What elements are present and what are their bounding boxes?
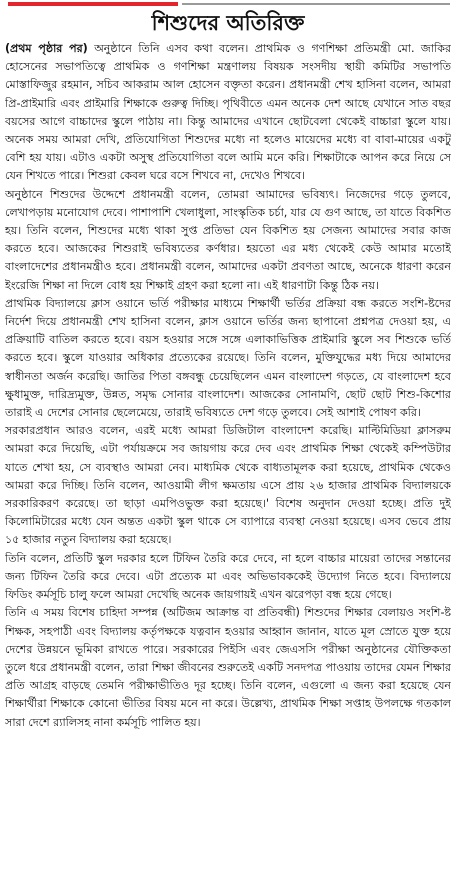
article-paragraph: তিনি এ সময় বিশেষ চাহিদা সম্পন্ন (অটিজম আক্রান্ত বা প্রতিবন্ধী) শিশুদের শিক্ষার বেলায়ও সংশি-ষ্ট শিক্ষক, সহপাঠী এবং বিদ্যালয় কর্তৃপক্ষকে যত্নবান হওয়ার আহ্বান জানান, যাতে মূল স্রোতে যুক্ত হয়ে দেশের উন্নয়নে ভূমিকা রাখতে পারে। সরকারের পিইসি এবং জেএসসি পরীক্ষা অনুষ্ঠানের যৌক্তিকতা তুলে ধরে প্রধানমন্ত্রী বলেন, তারা শিক্ষা জীবনের শুরুতেই একটি সনদপত্র পাওয়ায় তাদের যেমন শিক্ষার প্রতি আগ্রহ বাড়ছে তেমনি পরীক্ষাভীতিও দূর হচ্ছে। তিনি বলেন, এগুলো এ জন্য করা হয়েছে যেন শিক্ষার্থীরা শিক্ষাকে কোনো ভীতির বিষয় মনে না করে। উল্লেখ্য, প্রাথমিক শিক্ষা সপ্তাহ উপলক্ষে গতকাল সারা দেশে র‌্যালিসহ নানা কর্মসূচি পালিত হয়।: [5, 606, 451, 729]
article-paragraph: প্রাথমিক বিদ্যালয়ে ক্লাস ওয়ানে ভর্তি পরীক্ষার মাধ্যমে শিক্ষার্থী ভর্তির প্রক্রিয়া বন্ধ করতে সংশি-ষ্টদের নির্দেশ দিয়ে প্রধানমন্ত্রী শেখ হাসিনা বলেন, ক্লাস ওয়ানে ভর্তির জন্য ছাপানো প্রশ্নপত্র দেওয়া হয়, এ প্রক্রিয়াটি বাতিল করতে হবে। বয়স হওয়ার সঙ্গে সঙ্গে এলাকাভিত্তিক প্রাইমারি স্কুলে সব শিশুকে ভর্তি করতে হবে। স্কুলে যাওয়ার অধিকার প্রত্যেকের রয়েছে। তিনি বলেন, মুক্তিযুদ্ধের মধ্য দিয়ে আমাদের স্বাধীনতা অর্জন করেছি। জাতির পিতা বঙ্গবন্ধু চেয়েছিলেন এমন বাংলাদেশ গড়তে, যে বাংলাদেশ হবে ক্ষুধামুক্ত, দারিদ্র্যমুক্ত, উন্নত, সমৃদ্ধ সোনার বাংলাদেশ। আজকের সোনামণি, ছোট ছোট শিশু-কিশোর তারাই এ দেশের সোনার ছেলেমেয়ে, তারাই ভবিষ্যতে দেশ গড়ে তুলবে। সেই আশাই পোষণ করি।: [5, 296, 451, 420]
article-headline: শিশুদের অতিরিক্ত: [151, 11, 305, 35]
paragraph-text: অনুষ্ঠানে তিনি এসব কথা বলেন। প্রাথমিক ও গণশিক্ষা প্রতিমন্ত্রী মো. জাকির হোসেনের সভাপতিত্বে প্রাথমিক ও গণশিক্ষা মন্ত্রণালয় বিষয়ক সংসদীয় স্থায়ী কমিটির সভাপতি মোস্তাফিজুর রহমান, সচিব আকরাম আল হোসেন বক্তৃতা করেন। প্রধানমন্ত্রী শেখ হাসিনা বলেন, আমরা প্রি-প্রাইমারি এবং প্রাইমারি শিক্ষাকে গুরুত্ব দিচ্ছি। পৃথিবীতে এমন অনেক দেশ আছে যেখানে সাত বছর বয়সের আগে বাচ্চাদের স্কুলে পাঠায় না। কিন্তু আমাদের এখানে ছোটবেলা থেকেই বাচ্চারা স্কুলে যায়। অনেক সময় আমরা দেখি, প্রতিযোগিতা শিশুদের মধ্যে না হলেও মায়েদের মধ্যে বা বাবা-মায়ের একটু বেশি হয় যায়। এটাও একটা অসুস্থ প্রতিযোগিতা বলে আমি মনে করি। শিক্ষাটাকে আপন করে নিয়ে সে যেন শিখতে পারে। শিশুরা কেবল ঘরে বসে শিখবে না, দেখেও শিখবে।: [5, 42, 451, 183]
article-paragraph: অনুষ্ঠানে শিশুদের উদ্দেশে প্রধানমন্ত্রী বলেন, তোমরা আমাদের ভবিষ্যৎ। নিজেদের গড়ে তুলবে, লেখাপড়ায় মনোযোগ দেবে। পাশাপাশি খেলাধুলা, সাংস্কৃতিক চর্চা, যার যে গুণ আছে, তা যাতে বিকশিত হয়। তিনি বলেন, শিশুদের মধ্যে থাকা সুপ্ত প্রতিভা যেন বিকশিত হয় সেজন্য আমাদের সবার কাজ করতে হবে। আজকের শিশুরাই ভবিষ্যতের কর্ণধার। হয়তো এর মধ্য থেকেই কেউ আমার মতোই বাংলাদেশের প্রধানমন্ত্রীও হবে। প্রধানমন্ত্রী বলেন, আমাদের একটা প্রবণতা আছে, অনেকে ধারণা করেন ইংরেজি শিক্ষা না দিলে বোধ হয় শিক্ষাই গ্রহণ করা হলো না। এই ধারণাটা কিন্তু ঠিক নয়।: [5, 187, 451, 292]
continued-from-marker: (প্রথম পৃষ্ঠার পর): [5, 42, 88, 55]
header-rule-red: [8, 2, 178, 6]
article-paragraph: তিনি বলেন, প্রতিটি স্কুল দরকার হলে টিফিন তৈরি করে দেবে, না হলে বাচ্চার মায়েরা তাদের সন্তানের জন্য টিফিন তৈরি করে দেবে। এটা প্রত্যেক মা এবং অভিভাবককেই উদ্যোগ নিতে হবে। বিদ্যালয়ে ফিডিং কর্মসূচি চালু ফলে আমরা দেখেছি অনেক জায়গায়ই এখন ঝরেপড়া বন্ধ হয়ে গেছে।: [5, 551, 451, 602]
header-rule: [0, 0, 456, 8]
article-body: [5, 40, 451, 870]
article-paragraph: সরকারপ্রধান আরও বলেন, এরই মধ্যে আমরা ডিজিটাল বাংলাদেশ করেছি। মাল্টিমিডিয়া ক্লাসরুম আমরা করে দিয়েছি, এটা পর্যায়ক্রমে সব জায়গায় করে দেব এবং প্রাথমিক শিক্ষা থেকেই কম্পিউটার যাতে শেখা হয়, সে ব্যবস্থাও আমরা নেব। মাধ্যমিক থেকে বাধ্যতামূলক করা হয়েছে, প্রাথমিক থেকেও আমরা করে দিচ্ছি। তিনি বলেন, আওয়ামী লীগ ক্ষমতায় এসে প্রায় ২৬ হাজার প্রাথমিক বিদ্যালয়কে সরকারিকরণ করেছে। তা ছাড়া এমপিওভুক্ত করা হয়েছে।' বিশেষ অনুদান দেওয়া হচ্ছে। প্রতি দুই কিলোমিটারের মধ্যে যেন অন্তত একটা স্কুল থাকে সে ব্যাপারে ব্যবস্থা নেওয়া হয়েছে। এসব ভেবে প্রায় ১৫ হাজার নতুন বিদ্যালয় করা হয়েছে।: [5, 424, 451, 547]
article-paragraph: [5, 40, 451, 186]
header-rule-grey: [182, 3, 450, 5]
